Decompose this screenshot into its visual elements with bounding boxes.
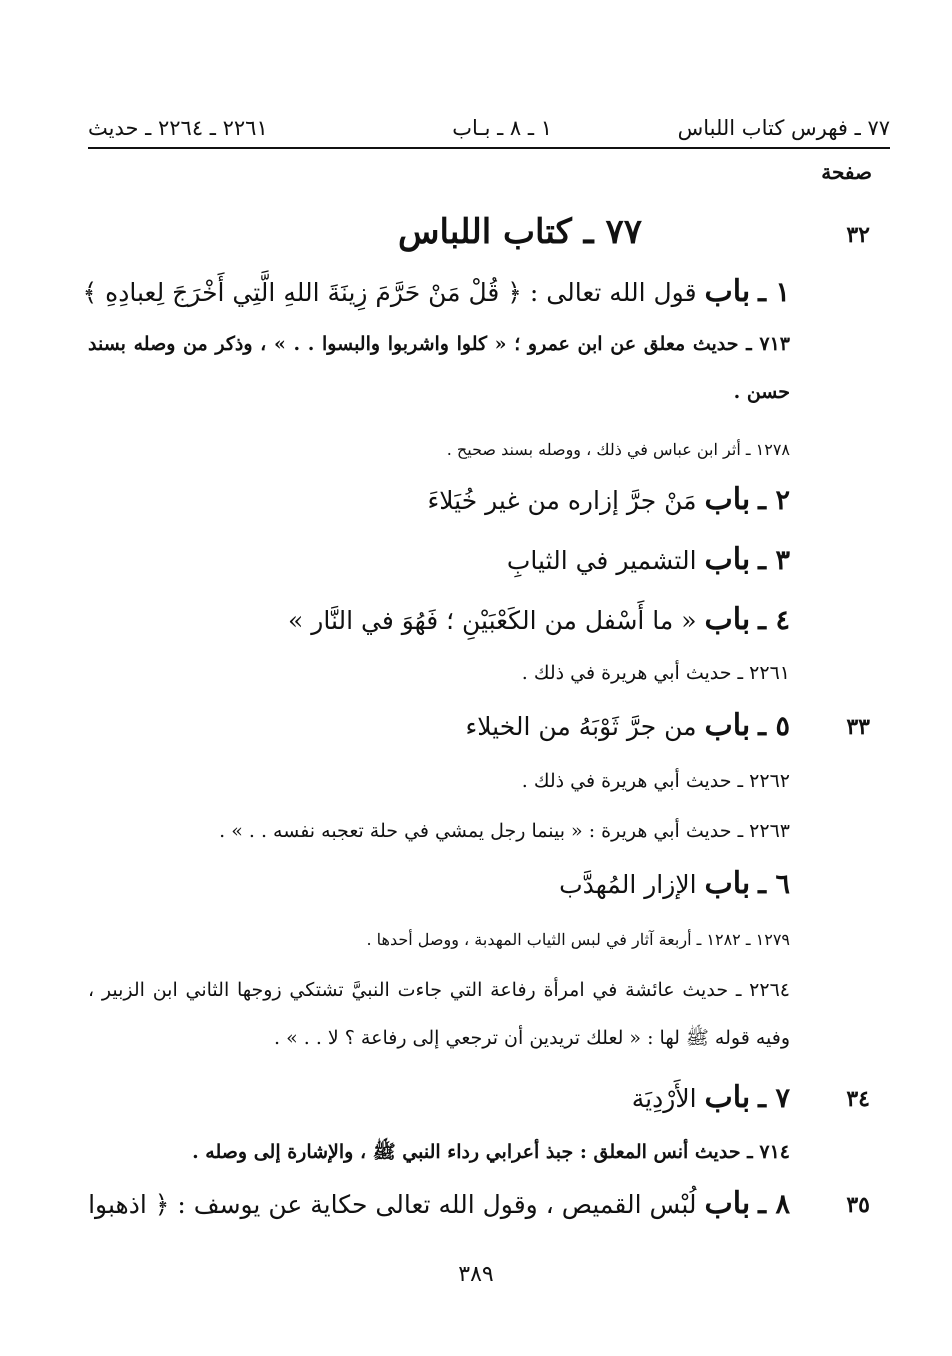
page-column-label: صفحة: [821, 160, 872, 184]
page-ref: ٣٥: [846, 1192, 870, 1218]
bab-number: ٥ ـ: [758, 711, 790, 742]
bab-title: لُبْس القميص ، وقول الله تعالى حكاية عن يوسف : ﴿ اذهبوا: [88, 1190, 697, 1219]
athar-entry: ١٢٧٨ ـ أثر ابن عباس في ذلك ، ووصله بسند صحيح .: [446, 440, 790, 459]
bab-heading: [288, 602, 790, 637]
bab-heading: [83, 274, 790, 309]
hadith-entry: ٢٢٦٤ ـ حديث عائشة في امرأة رفاعة التي جاءت النبيَّ تشتكي زوجها الثاني ابن الزبير ، وفيه قوله ﷺ لها : « لعلك تريدين أن ترجعي إلى رفاعة ؟ لا . . » .: [88, 979, 790, 1049]
bab-title: « ما أَسْفل من الكَعْبَيْنِ ؛ فَهُوَ في النَّار »: [288, 606, 697, 635]
bab-title: الأَرْدِيَة: [631, 1084, 697, 1113]
header-hadith-range: ٢٢٦١ ـ ٢٢٦٤ ـ حديث: [88, 116, 268, 140]
book-title: ٧٧ ـ كتاب اللباس: [397, 212, 642, 252]
hadith-entry: ٢٢٦٢ ـ حديث أبي هريرة في ذلك .: [521, 770, 790, 792]
header-chapter-range: ١ ـ ٨ ـ بـاب: [452, 116, 552, 140]
bab-number: ٨ ـ: [758, 1189, 790, 1220]
running-header: [88, 112, 890, 146]
bab-word: باب: [704, 1186, 751, 1221]
bab-title: التشمير في الثيابِ: [506, 546, 697, 575]
athar-entry: ١٢٧٩ ـ ١٢٨٢ ـ أربعة آثار في لبس الثياب المهدبة ، ووصل أحدها .: [366, 930, 790, 949]
bab-number: ٧ ـ: [758, 1083, 790, 1114]
bab-number: ٦ ـ: [758, 869, 790, 900]
bab-word: باب: [704, 482, 751, 517]
hadith-entry: ٧١٤ ـ حديث أنس المعلق : جبذ أعرابي رداء النبي ﷺ ، والإشارة إلى وصله .: [192, 1141, 790, 1163]
bab-number: ٢ ـ: [758, 485, 790, 516]
bab-word: باب: [704, 866, 751, 901]
bab-title: مَنْ جرَّ إزاره من غير خُيَلاءَ: [427, 486, 697, 515]
hadith-entry: ٧١٣ ـ حديث معلق عن ابن عمرو ؛ « كلوا واشربوا والبسوا . . » ، وذكر من وصله بسند حسن .: [88, 333, 790, 403]
bab-title: الإزار المُهدَّب: [559, 870, 697, 899]
bab-word: باب: [704, 274, 751, 309]
bab-word: باب: [704, 1080, 751, 1115]
bab-number: ٤ ـ: [758, 605, 790, 636]
header-book-title: ٧٧ ـ فهرس كتاب اللباس: [677, 116, 890, 140]
bab-word: باب: [704, 602, 751, 637]
bab-number: ٣ ـ: [758, 545, 790, 576]
bab-heading: [632, 1080, 790, 1115]
bab-title: قول الله تعالى : ﴿ قُلْ مَنْ حَرَّمَ زِينَةَ اللهِ الَّتِي أَخْرَجَ لِعبادِهِ ﴾: [82, 278, 697, 307]
hadith-entry: ٢٢٦٣ ـ حديث أبي هريرة : « بينما رجل يمشي في حلة تعجبه نفسه . . » .: [219, 820, 790, 842]
page-number: ٣٨٩: [458, 1262, 494, 1287]
bab-heading: [559, 866, 790, 901]
page-ref: ٣٤: [846, 1086, 870, 1112]
hadith-entry: ٢٢٦١ ـ حديث أبي هريرة في ذلك .: [521, 662, 790, 684]
bab-title: من جرَّ ثَوْبَهُ من الخيلاء: [465, 712, 697, 741]
bab-heading: [427, 482, 790, 517]
bab-word: باب: [704, 542, 751, 577]
bab-word: باب: [704, 708, 751, 743]
header-rule: [88, 147, 890, 149]
bab-number: ١ ـ: [758, 277, 790, 308]
bab-heading: [466, 708, 791, 743]
bab-heading: [507, 542, 790, 577]
bab-heading: [88, 1186, 790, 1221]
page-ref: ٣٢: [846, 222, 870, 248]
page-ref: ٣٣: [846, 714, 870, 740]
